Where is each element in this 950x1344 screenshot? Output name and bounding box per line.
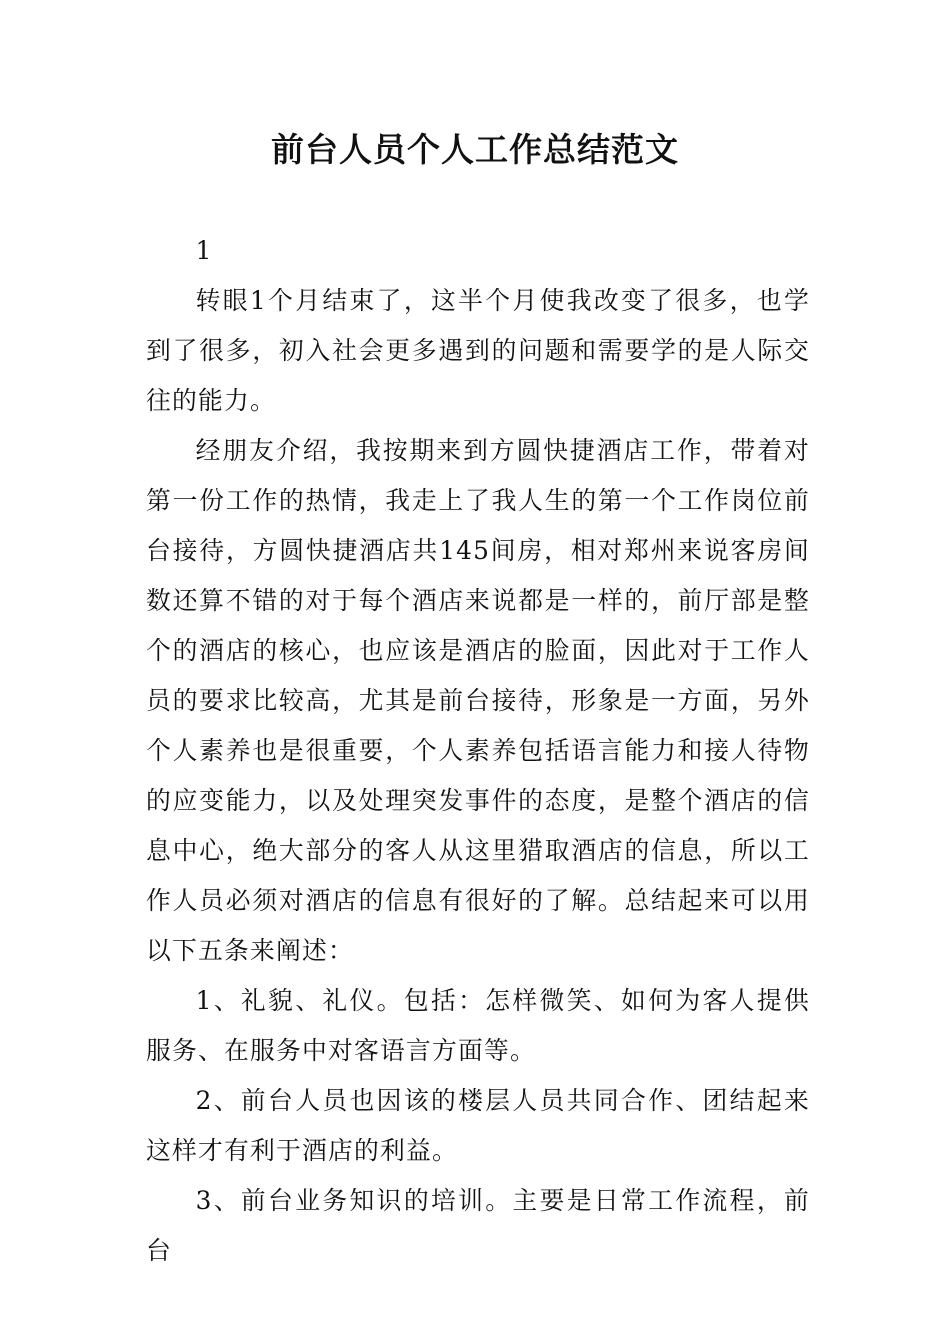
document-title: 前台人员个人工作总结范文: [271, 130, 679, 169]
document-body: [146, 226, 810, 1276]
paragraph: 2、前台人员也因该的楼层人员共同合作、团结起来这样才有利于酒店的利益。: [146, 1086, 810, 1165]
paragraph-number: 1: [195, 236, 213, 265]
paragraph: 3、前台业务知识的培训。主要是日常工作流程，前台: [146, 1186, 810, 1265]
paragraph: 转眼1个月结束了，这半个月使我改变了很多，也学到了很多，初入社会更多遇到的问题和需要学的是人际交往的能力。: [146, 286, 810, 415]
paragraph: 经朋友介绍，我按期来到方圆快捷酒店工作，带着对第一份工作的热情，我走上了我人生的第一个工作岗位前台接待，方圆快捷酒店共145间房，相对郑州来说客房间数还算不错的对于每个酒店来说都是一样的，前厅部是整个的酒店的核心，也应该是酒店的脸面，因此对于工作人员的要求比较高，尤其是前台接待，形象是一方面，另外个人素养也是很重要，个人素养包括语言能力和接人待物的应变能力，以及处理突发事件的态度，是整个酒店的信息中心，绝大部分的客人从这里猎取酒店的信息，所以工作人员必须对酒店的信息有很好的了解。总结起来可以用以下五条来阐述：: [146, 436, 810, 965]
paragraph: 1、礼貌、礼仪。包括：怎样微笑、如何为客人提供服务、在服务中对客语言方面等。: [146, 986, 810, 1065]
